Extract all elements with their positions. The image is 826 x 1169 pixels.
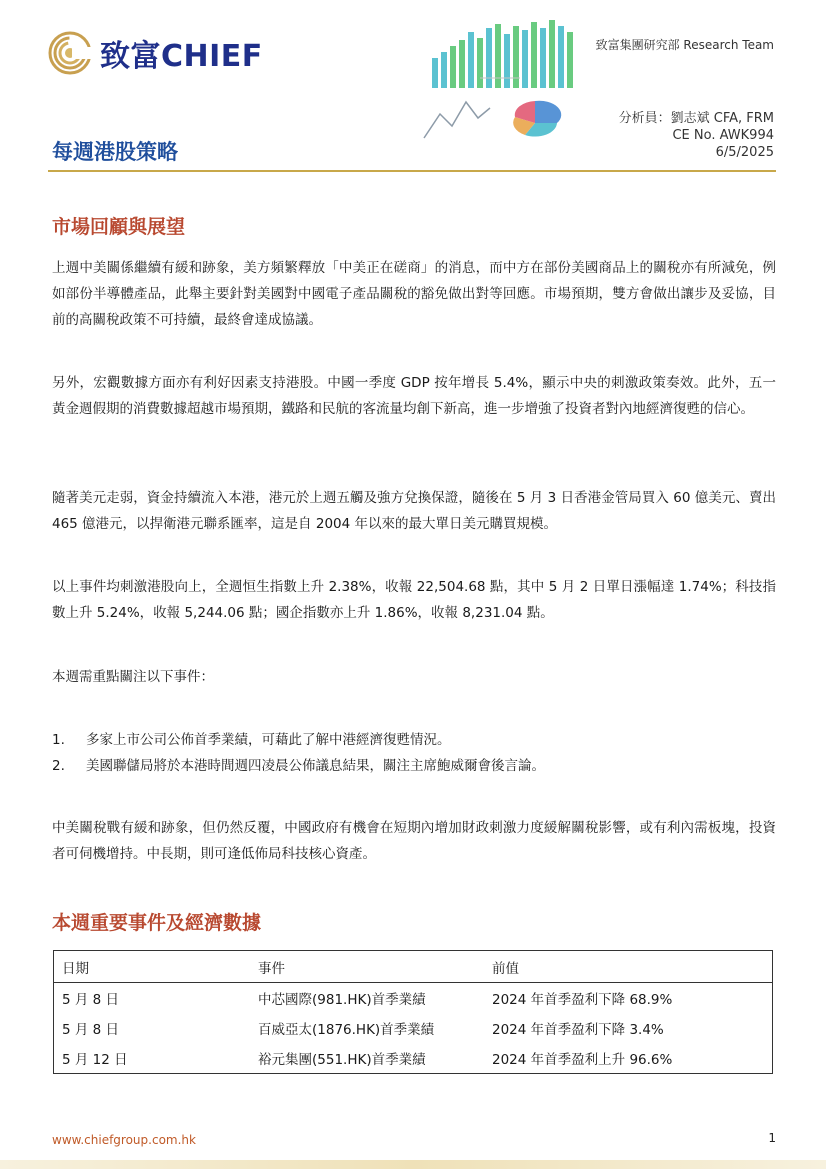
closing-paragraph: 中美關稅戰有緩和跡象，但仍然反覆，中國政府有機會在短期內增加財政刺激力度緩解關稅影響，或有利內需板塊，投資者可伺機增持。中長期，則可逢低佈局科技核心資產。 (52, 820, 776, 862)
company-logo (48, 30, 318, 76)
footer-website-link[interactable]: www.chiefgroup.com.hk (52, 1133, 196, 1147)
list-item (52, 727, 776, 753)
cell-previous: 2024 年首季盈利上升 96.6% (492, 1052, 673, 1068)
section-title-market-review: 市場回顧與展望 (52, 216, 186, 238)
cell-previous: 2024 年首季盈利下降 68.9% (492, 992, 673, 1008)
cell-date: 5 月 8 日 (62, 1022, 120, 1038)
cell-event: 裕元集團(551.HK)首季業績 (258, 1052, 426, 1068)
analyst-info (619, 110, 774, 161)
page-number: 1 (768, 1131, 776, 1145)
analyst-name: 分析員：劉志斌 CFA, FRM (618, 111, 774, 126)
paragraph: 隨著美元走弱，資金持續流入本港，港元於上週五觸及強方兌換保證，隨後在 5 月 3 日香港金管局買入 60 億美元、賣出 465 億港元，以捍衛港元聯系匯率，這是自 2004 年以來的最大單日美元購買規模。 (52, 490, 776, 532)
cell-event: 中芯國際(981.HK)首季業績 (258, 992, 426, 1008)
research-team-label: 致富集團研究部 Research Team (595, 38, 774, 52)
cell-date: 5 月 12 日 (62, 1052, 128, 1068)
report-date: 6/5/2025 (715, 145, 774, 160)
column-header-previous: 前值 (484, 951, 773, 983)
cell-date: 5 月 8 日 (62, 992, 120, 1008)
table-row (54, 1043, 773, 1074)
cell-previous: 2024 年首季盈利下降 3.4% (492, 1022, 664, 1038)
focus-events-list (52, 727, 776, 779)
list-item-text: 美國聯儲局將於本港時間週四凌晨公佈議息結果，關注主席鮑威爾會後言論。 (86, 758, 545, 774)
table-row (54, 983, 773, 1014)
ce-number: CE No. AWK994 (672, 128, 774, 143)
list-item-text: 多家上市公司公佈首季業績，可藉此了解中港經濟復甦情況。 (86, 732, 451, 748)
paragraph: 另外，宏觀數據方面亦有利好因素支持港股。中國一季度 GDP 按年增長 5.4%，顯示中央的刺激政策奏效。此外，五一黃金週假期的消費數據超越市場預期，鐵路和民航的客流量均創下新高，進一步增強了投資者對內地經濟復甦的信心。 (52, 375, 776, 417)
section-title-events: 本週重要事件及經濟數據 (52, 912, 262, 934)
title-divider (48, 170, 776, 172)
chief-logo-swirl-icon (48, 31, 92, 75)
paragraph: 上週中美關係繼續有緩和跡象，美方頻繁釋放「中美正在磋商」的消息，而中方在部份美國商品上的關稅亦有所減免，例如部份半導體產品，此舉主要針對美國對中國電子產品關稅的豁免做出對等回應。市場預期，雙方會做出讓步及妥協，目前的高關稅政策不可持續，最終會達成協議。 (52, 260, 776, 328)
page-title: 每週港股策略 (52, 140, 178, 164)
table-header-row (54, 951, 773, 983)
logo-text: 致富CHIEF (100, 39, 263, 74)
list-item-number: 1. (52, 732, 65, 748)
events-table (53, 950, 773, 1074)
table-row (54, 1013, 773, 1043)
list-item-number: 2. (52, 758, 65, 774)
footer-band (0, 1160, 826, 1169)
column-header-event: 事件 (250, 951, 484, 983)
cell-event: 百威亞太(1876.HK)首季業績 (258, 1022, 435, 1038)
paragraph: 以上事件均刺激港股向上，全週恒生指數上升 2.38%，收報 22,504.68 點，其中 5 月 2 日單日漲幅達 1.74%；科技指數上升 5.24%，收報 5,244.06 點；國企指數亦上升 1.86%，收報 8,231.04 點。 (52, 579, 776, 621)
list-item (52, 753, 776, 779)
chart-banner-image (420, 18, 600, 148)
paragraph: 本週需重點關注以下事件： (52, 669, 214, 685)
column-header-date: 日期 (54, 951, 251, 983)
